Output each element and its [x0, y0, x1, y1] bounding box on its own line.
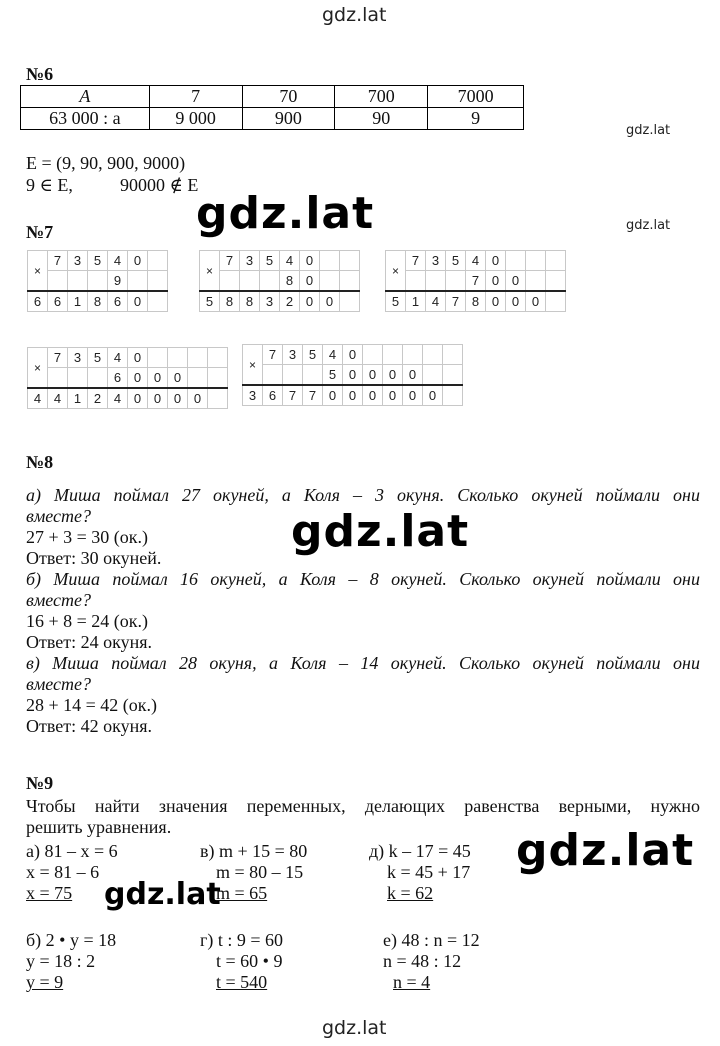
- digit-cell: [506, 251, 526, 271]
- digit-cell: 0: [323, 385, 343, 406]
- digit-cell: [168, 348, 188, 368]
- grid-row: [28, 251, 168, 271]
- digit-cell: [383, 345, 403, 365]
- watermark-top: gdz.lat: [322, 4, 387, 26]
- digit-cell: 0: [403, 385, 423, 406]
- set-definition: E = (9, 90, 900, 9000): [26, 153, 186, 173]
- problem-c-solution: 28 + 14 = 42 (ок.): [26, 695, 158, 715]
- equation-line: t = 60 • 9: [216, 951, 283, 971]
- digit-cell: [443, 385, 463, 406]
- digit-cell: [263, 365, 283, 386]
- equation-line: г) t : 9 = 60: [200, 930, 284, 950]
- digit-cell: [443, 345, 463, 365]
- digit-cell: 4: [108, 348, 128, 368]
- digit-cell: 7: [48, 251, 68, 271]
- equation-answer: n = 4: [393, 972, 431, 992]
- problem-b-line1: б) Миша поймал 16 окуней, а Коля – 8 окуней. Сколько окуней поймали они: [26, 569, 700, 589]
- digit-cell: 8: [466, 291, 486, 312]
- problem-a-line2: вместе?: [26, 506, 92, 526]
- problem-b-solution: 16 + 8 = 24 (ок.): [26, 611, 149, 631]
- digit-cell: 7: [466, 271, 486, 292]
- digit-cell: [320, 251, 340, 271]
- digit-cell: 5: [260, 251, 280, 271]
- grid-row: [386, 291, 566, 312]
- multiplication-grid: [242, 344, 463, 406]
- problem-b-answer: Ответ: 24 окуня.: [26, 632, 153, 652]
- digit-cell: 0: [343, 365, 363, 386]
- digit-cell: [340, 271, 360, 292]
- digit-cell: [526, 251, 546, 271]
- watermark-small-1: gdz.lat: [626, 123, 671, 138]
- digit-cell: 4: [323, 345, 343, 365]
- digit-cell: 0: [188, 388, 208, 409]
- digit-cell: 0: [128, 388, 148, 409]
- digit-cell: 4: [108, 251, 128, 271]
- digit-cell: [68, 271, 88, 292]
- digit-cell: 0: [526, 291, 546, 312]
- digit-cell: 0: [486, 291, 506, 312]
- grid-row: [28, 388, 228, 409]
- digit-cell: [88, 368, 108, 389]
- digit-cell: [363, 345, 383, 365]
- equation-answer: t = 540: [216, 972, 268, 992]
- digit-cell: 5: [88, 348, 108, 368]
- equation-b: [26, 930, 116, 993]
- digit-cell: 7: [446, 291, 466, 312]
- digit-cell: [188, 348, 208, 368]
- digit-cell: 0: [168, 388, 188, 409]
- task9-intro: [26, 796, 700, 838]
- digit-cell: [208, 348, 228, 368]
- multiplication-grid: [199, 250, 360, 312]
- value-cell: 70: [242, 86, 335, 108]
- digit-cell: 8: [220, 291, 240, 312]
- grid-row: [243, 345, 463, 365]
- grid-row: [28, 348, 228, 368]
- digit-cell: [260, 271, 280, 292]
- digit-cell: 0: [363, 365, 383, 386]
- digit-cell: 0: [168, 368, 188, 389]
- equation-answer: m = 65: [216, 883, 268, 903]
- digit-cell: [208, 368, 228, 389]
- problem-c-answer: Ответ: 42 окуня.: [26, 716, 153, 736]
- equation-line: д) k – 17 = 45: [369, 841, 471, 861]
- result-cell: 900: [242, 108, 335, 130]
- digit-cell: 1: [406, 291, 426, 312]
- equation-line: y = 18 : 2: [26, 951, 96, 971]
- digit-cell: [403, 345, 423, 365]
- multiplication-grid: [27, 347, 228, 409]
- digit-cell: 7: [48, 348, 68, 368]
- digit-cell: [148, 291, 168, 312]
- digit-cell: [320, 271, 340, 292]
- digit-cell: [546, 251, 566, 271]
- digit-cell: 0: [320, 291, 340, 312]
- digit-cell: 5: [323, 365, 343, 386]
- digit-cell: 0: [128, 251, 148, 271]
- digit-cell: 7: [263, 345, 283, 365]
- problem-a-line1: а) Миша поймал 27 окуней, а Коля – 3 окуня. Сколько окуней поймали они: [26, 485, 700, 505]
- digit-cell: 3: [243, 385, 263, 406]
- multiply-sign: ×: [28, 251, 48, 292]
- grid-row: [243, 365, 463, 386]
- digit-cell: 6: [48, 291, 68, 312]
- grid-row: [386, 271, 566, 292]
- watermark-large-1: gdz.lat: [196, 188, 375, 239]
- equation-line: е) 48 : n = 12: [383, 930, 480, 950]
- digit-cell: [546, 291, 566, 312]
- digit-cell: 3: [426, 251, 446, 271]
- digit-cell: 0: [128, 348, 148, 368]
- equation-line: в) m + 15 = 80: [200, 841, 308, 861]
- header-label-cell: A: [21, 86, 150, 108]
- digit-cell: [423, 345, 443, 365]
- equation-a: [26, 841, 118, 904]
- digit-cell: 6: [263, 385, 283, 406]
- problem-a-answer: Ответ: 30 окуней.: [26, 548, 162, 568]
- digit-cell: 0: [423, 385, 443, 406]
- equation-e: [383, 930, 480, 993]
- digit-cell: 0: [343, 385, 363, 406]
- digit-cell: [48, 368, 68, 389]
- digit-cell: [283, 365, 303, 386]
- digit-cell: [446, 271, 466, 292]
- watermark-medium: gdz.lat: [104, 877, 221, 912]
- digit-cell: 0: [300, 291, 320, 312]
- digit-cell: 0: [300, 251, 320, 271]
- equation-line: x = 81 – 6: [26, 862, 100, 882]
- grid-row: [386, 251, 566, 271]
- equation-line: m = 80 – 15: [216, 862, 304, 882]
- intro-line2: решить уравнения.: [26, 817, 172, 837]
- digit-cell: 3: [68, 251, 88, 271]
- digit-cell: [148, 348, 168, 368]
- digit-cell: 0: [486, 251, 506, 271]
- digit-cell: 0: [383, 365, 403, 386]
- grid-row: [200, 271, 360, 292]
- digit-cell: 0: [506, 271, 526, 292]
- digit-cell: [406, 271, 426, 292]
- digit-cell: 1: [68, 388, 88, 409]
- equation-v: [200, 841, 307, 904]
- digit-cell: 6: [108, 368, 128, 389]
- digit-cell: 5: [386, 291, 406, 312]
- digit-cell: [208, 388, 228, 409]
- problem-b-line2: вместе?: [26, 590, 92, 610]
- digit-cell: 3: [68, 348, 88, 368]
- multiply-sign: ×: [386, 251, 406, 292]
- digit-cell: 5: [446, 251, 466, 271]
- table-row: [21, 86, 524, 108]
- digit-cell: 0: [486, 271, 506, 292]
- digit-cell: 2: [88, 388, 108, 409]
- value-cell: 700: [335, 86, 428, 108]
- digit-cell: 2: [280, 291, 300, 312]
- problem-a-solution: 27 + 3 = 30 (ок.): [26, 527, 149, 547]
- digit-cell: [546, 271, 566, 292]
- digit-cell: 0: [343, 345, 363, 365]
- task9-heading: №9: [26, 773, 54, 793]
- grid-row: [28, 271, 168, 292]
- digit-cell: 4: [466, 251, 486, 271]
- task7-heading: №7: [26, 222, 54, 242]
- watermark-large-3: gdz.lat: [516, 825, 695, 876]
- digit-cell: [443, 365, 463, 386]
- digit-cell: 0: [403, 365, 423, 386]
- digit-cell: 0: [128, 291, 148, 312]
- row-label-cell: 63 000 : a: [21, 108, 150, 130]
- digit-cell: [188, 368, 208, 389]
- set-member: 9 ∈ E,: [26, 175, 73, 195]
- digit-cell: 8: [280, 271, 300, 292]
- digit-cell: [68, 368, 88, 389]
- watermark-small-2: gdz.lat: [626, 218, 671, 233]
- digit-cell: 0: [383, 385, 403, 406]
- digit-cell: 8: [88, 291, 108, 312]
- equation-line: n = 48 : 12: [383, 951, 462, 971]
- digit-cell: 0: [148, 388, 168, 409]
- digit-cell: [128, 271, 148, 292]
- grid-row: [28, 368, 228, 389]
- digit-cell: [340, 291, 360, 312]
- digit-cell: 7: [220, 251, 240, 271]
- digit-cell: 4: [426, 291, 446, 312]
- task8-body: [26, 485, 700, 737]
- digit-cell: 5: [88, 251, 108, 271]
- multiply-sign: ×: [200, 251, 220, 292]
- equation-answer: y = 9: [26, 972, 64, 992]
- digit-cell: 0: [363, 385, 383, 406]
- intro-line1: Чтобы найти значения переменных, делающих равенства верными, нужно: [26, 796, 700, 816]
- value-cell: 7000: [428, 86, 524, 108]
- digit-cell: [526, 271, 546, 292]
- digit-cell: 5: [303, 345, 323, 365]
- watermark-large-2: gdz.lat: [291, 506, 470, 557]
- problem-c-line1: в) Миша поймал 28 окуня, а Коля – 14 окуней. Сколько окуней поймали они: [26, 653, 700, 673]
- digit-cell: 4: [28, 388, 48, 409]
- digit-cell: [423, 365, 443, 386]
- digit-cell: [88, 271, 108, 292]
- digit-cell: 3: [260, 291, 280, 312]
- equation-d: [369, 841, 471, 904]
- digit-cell: 7: [406, 251, 426, 271]
- grid-row: [28, 291, 168, 312]
- digit-cell: [340, 251, 360, 271]
- multiplication-grid: [385, 250, 566, 312]
- digit-cell: [303, 365, 323, 386]
- digit-cell: 0: [128, 368, 148, 389]
- digit-cell: 3: [240, 251, 260, 271]
- digit-cell: 1: [68, 291, 88, 312]
- digit-cell: 7: [283, 385, 303, 406]
- digit-cell: 9: [108, 271, 128, 292]
- digit-cell: 0: [300, 271, 320, 292]
- result-cell: 9: [428, 108, 524, 130]
- digit-cell: 5: [200, 291, 220, 312]
- task8-heading: №8: [26, 452, 54, 472]
- result-cell: 90: [335, 108, 428, 130]
- digit-cell: 6: [28, 291, 48, 312]
- watermark-bottom: gdz.lat: [322, 1017, 387, 1039]
- digit-cell: [426, 271, 446, 292]
- digit-cell: [148, 251, 168, 271]
- equation-line: а) 81 – x = 6: [26, 841, 118, 861]
- multiply-sign: ×: [28, 348, 48, 389]
- digit-cell: 4: [280, 251, 300, 271]
- digit-cell: 6: [108, 291, 128, 312]
- digit-cell: 0: [506, 291, 526, 312]
- digit-cell: 3: [283, 345, 303, 365]
- multiplication-grid: [27, 250, 168, 312]
- grid-row: [243, 385, 463, 406]
- digit-cell: 4: [48, 388, 68, 409]
- equation-answer: k = 62: [387, 883, 434, 903]
- digit-cell: 4: [108, 388, 128, 409]
- grid-row: [200, 251, 360, 271]
- digit-cell: 8: [240, 291, 260, 312]
- task6-heading: №6: [26, 64, 54, 84]
- task6-table: [20, 85, 524, 130]
- equation-line: б) 2 • y = 18: [26, 930, 117, 950]
- equation-answer: x = 75: [26, 883, 73, 903]
- value-cell: 7: [149, 86, 242, 108]
- table-row: [21, 108, 524, 130]
- result-cell: 9 000: [149, 108, 242, 130]
- grid-row: [200, 291, 360, 312]
- set-nonmember: 90000 ∉ E: [120, 175, 199, 195]
- digit-cell: [240, 271, 260, 292]
- digit-cell: 0: [148, 368, 168, 389]
- equation-g: [200, 930, 283, 993]
- digit-cell: [220, 271, 240, 292]
- multiply-sign: ×: [243, 345, 263, 386]
- digit-cell: 7: [303, 385, 323, 406]
- equation-line: k = 45 + 17: [387, 862, 471, 882]
- digit-cell: [48, 271, 68, 292]
- digit-cell: [148, 271, 168, 292]
- problem-c-line2: вместе?: [26, 674, 92, 694]
